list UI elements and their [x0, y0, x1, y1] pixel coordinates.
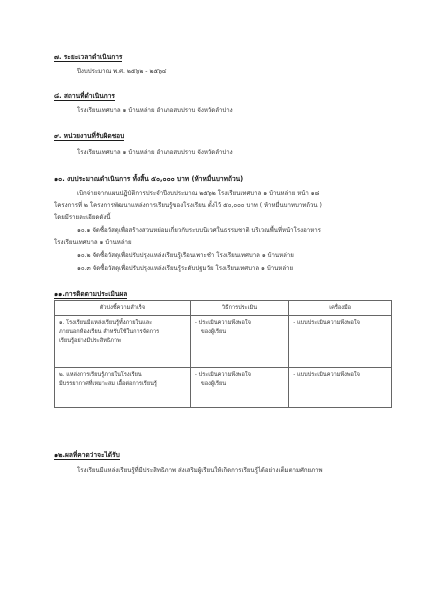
section-9-heading — [54, 130, 124, 141]
cell-line: ๒. แหล่งการเรียนรู้ภายในโรงเรียน — [59, 372, 142, 378]
section-8-heading — [54, 90, 115, 101]
section-7-body: ปีงบประมาณ พ.ศ. ๒๕๖๒ - ๒๕๖๔ — [77, 68, 167, 75]
budget-line-2: โครงการที่ ๒ โครงการพัฒนาแหล่งการเรียนรู้ของโรงเรียน ตั้งไว้ ๕๐,๐๐๐ บาท ( ห้าหมื่นบาทบาทถ้วน ) — [54, 202, 322, 209]
cell-line: - แบบประเมินความพึงพอใจ — [293, 372, 360, 378]
cell-line: - ประเมินความพึงพอใจ — [194, 320, 251, 326]
budget-item-1: ๑๐.๑ จัดซื้อวัสดุเพื่อสร้างสวนหย่อมเกี่ยวกับระบบนิเวศในธรรมชาติ บริเวณพื้นที่หน้าโรงอาหาร — [77, 227, 321, 234]
section-7-heading — [54, 51, 122, 62]
budget-line-1: เบิกจ่ายจากแผนปฏิบัติการประจำปีงบประมาณ ๒๕๖๒ โรงเรียนเทศบาล ๑ บ้านหล่าย หน้า ๑๘ — [77, 190, 320, 197]
cell-line: - ประเมินความพึงพอใจ — [194, 372, 251, 378]
section-10-heading — [54, 173, 243, 184]
cell-line: มีบรรยากาศที่เหมาะสม เอื้อต่อการเรียนรู้ — [59, 381, 157, 387]
section-8-heading-text: ๘. สถานที่ดำเนินการ — [54, 92, 115, 100]
column-header-tool: เครื่องมือ — [289, 301, 392, 316]
budget-line-3: โดยมีรายละเอียดดังนี้ — [54, 214, 111, 221]
table-row — [55, 368, 392, 408]
section-8-body: โรงเรียนเทศบาล ๑ บ้านหล่าย อำเภอสบปราบ จังหวัดลำปาง — [77, 107, 233, 114]
tool-cell — [289, 316, 392, 368]
cell-line: ของผู้เรียน — [200, 329, 227, 335]
section-12-body: โรงเรียนมีแหล่งเรียนรู้ที่มีประสิทธิภาพ ส่งเสริมผู้เรียนให้เกิดการเรียนรู้ได้อย่างเต็มตามศักยภาพ — [77, 467, 323, 474]
cell-line: - แบบประเมินความพึงพอใจ — [293, 320, 360, 326]
table-header-row — [55, 301, 392, 316]
budget-item-2: ๑๐.๒ จัดซื้อวัสดุเพื่อปรับปรุงแหล่งเรียนรู้เรือนเพาะชำ โรงเรียนเทศบาล ๑ บ้านหล่าย — [77, 252, 294, 259]
section-11-heading-text: ๑๑.การติดตามประเมินผล — [54, 290, 128, 298]
section-11-heading — [54, 288, 127, 299]
column-header-method: วิธีการประเมิน — [190, 301, 288, 316]
indicator-cell — [55, 368, 191, 408]
evaluation-table — [54, 300, 392, 408]
cell-line: ของผู้เรียน — [200, 381, 227, 387]
table-row — [55, 316, 392, 368]
section-12-heading — [54, 449, 120, 460]
section-9-body: โรงเรียนเทศบาล ๑ บ้านหล่าย อำเภอสบปราบ จังหวัดลำปาง — [77, 149, 233, 156]
cell-line: ๑. โรงเรียนมีแหล่งเรียนรู้ทั้งภายในและ — [59, 320, 153, 326]
section-7-heading-text: ๗. ระยะเวลาดำเนินการ — [54, 53, 123, 61]
section-12-heading-text: ๑๒.ผลที่คาดว่าจะได้รับ — [54, 451, 120, 459]
cell-line: ภายนอกห้องเรียน สำหรับใช้ในการจัดการ — [59, 329, 160, 335]
method-cell — [190, 316, 288, 368]
section-9-heading-text: ๙. หน่วยงานที่รับผิดชอบ — [54, 132, 125, 140]
cell-line: เรียนรู้อย่างมีประสิทธิภาพ — [59, 338, 121, 344]
budget-item-3: ๑๐.๓ จัดซื้อวัสดุเพื่อปรับปรุงแหล่งเรียนรู้ระดับปฐมวัย โรงเรียนเทศบาล ๑ บ้านหล่าย — [77, 265, 294, 272]
column-header-indicator: ตัวบ่งชี้ความสำเร็จ — [55, 301, 191, 316]
method-cell — [190, 368, 288, 408]
section-10-heading-text: ๑๐. งบประมาณดำเนินการ ทั้งสิ้น ๕๐,๐๐๐ บาท (ห้าหมื่นบาทถ้วน) — [54, 175, 244, 183]
tool-cell — [289, 368, 392, 408]
budget-item-1-cont: โรงเรียนเทศบาล ๑ บ้านหล่าย — [54, 239, 132, 246]
indicator-cell — [55, 316, 191, 368]
